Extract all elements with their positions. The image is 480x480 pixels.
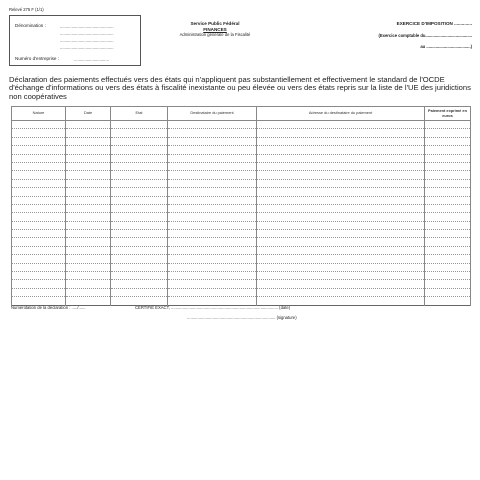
table-cell[interactable] xyxy=(257,171,425,179)
table-cell[interactable] xyxy=(111,137,168,145)
column-header-nature: Nature xyxy=(12,107,66,121)
table-row xyxy=(12,146,471,154)
table-cell[interactable] xyxy=(66,297,111,305)
table-cell[interactable] xyxy=(12,196,66,204)
table-cell[interactable] xyxy=(111,246,168,254)
table-cell[interactable] xyxy=(111,129,168,137)
table-row xyxy=(12,288,471,296)
table-cell[interactable] xyxy=(425,272,471,280)
denomination-line: .............................................. xyxy=(60,31,114,36)
denomination-line: .............................................. xyxy=(60,24,114,29)
table-cell[interactable] xyxy=(425,179,471,187)
table-cell[interactable] xyxy=(425,221,471,229)
table-cell[interactable] xyxy=(168,154,257,162)
table-cell[interactable] xyxy=(168,230,257,238)
table-cell[interactable] xyxy=(111,255,168,263)
table-cell[interactable] xyxy=(257,121,425,129)
declaration-numbering: Numérotation de la déclaration : ...../...... xyxy=(11,305,86,310)
column-header-recipient-address: Adresse du destinataire du paiement xyxy=(257,107,425,121)
table-cell[interactable] xyxy=(111,263,168,271)
agency-header xyxy=(160,21,270,37)
table-cell[interactable] xyxy=(12,297,66,305)
denomination-line: .............................................. xyxy=(60,45,114,50)
table-cell[interactable] xyxy=(168,246,257,254)
exercise-block xyxy=(340,21,472,55)
table-cell[interactable] xyxy=(66,162,111,170)
table-cell[interactable] xyxy=(111,121,168,129)
denomination-line: .............................................. xyxy=(60,38,114,43)
table-cell[interactable] xyxy=(111,162,168,170)
table-cell[interactable] xyxy=(425,204,471,212)
table-cell[interactable] xyxy=(257,179,425,187)
table-cell[interactable] xyxy=(425,121,471,129)
table-cell[interactable] xyxy=(257,297,425,305)
table-row xyxy=(12,196,471,204)
table-body xyxy=(12,121,471,306)
declaration-title: Déclaration des paiements effectués vers des états qui n'appliquent pas substantiellement et effectivement le standard de l'OCDE d'échange d'informations ou vers des états à fiscalité inexistante ou peu élevée ou vers des états repris sur la liste de l'UE des juridictions non coopératives xyxy=(9,75,471,101)
table-cell[interactable] xyxy=(12,280,66,288)
table-cell[interactable] xyxy=(425,263,471,271)
table-cell[interactable] xyxy=(257,213,425,221)
table-cell[interactable] xyxy=(66,179,111,187)
table-cell[interactable] xyxy=(425,137,471,145)
table-cell[interactable] xyxy=(168,146,257,154)
table-cell[interactable] xyxy=(111,146,168,154)
table-cell[interactable] xyxy=(425,280,471,288)
agency-administration: Administration générale de la Fiscalité xyxy=(179,32,251,38)
table-cell[interactable] xyxy=(66,263,111,271)
table-header-row xyxy=(12,107,471,121)
table-row xyxy=(12,255,471,263)
table-cell[interactable] xyxy=(12,246,66,254)
company-number-line: .............................. xyxy=(74,57,109,62)
table-cell[interactable] xyxy=(111,213,168,221)
table-cell[interactable] xyxy=(257,272,425,280)
table-row xyxy=(12,188,471,196)
company-number-label: Numéro d'entreprise : xyxy=(15,56,60,61)
table-cell[interactable] xyxy=(12,221,66,229)
table-cell[interactable] xyxy=(12,230,66,238)
table-cell[interactable] xyxy=(66,154,111,162)
table-row xyxy=(12,297,471,305)
table-cell[interactable] xyxy=(111,188,168,196)
table-cell[interactable] xyxy=(257,255,425,263)
company-info-box xyxy=(9,15,141,66)
table-row xyxy=(12,137,471,145)
table-cell[interactable] xyxy=(168,263,257,271)
table-cell[interactable] xyxy=(257,238,425,246)
table-cell[interactable] xyxy=(66,272,111,280)
table-cell[interactable] xyxy=(66,171,111,179)
table-cell[interactable] xyxy=(257,196,425,204)
table-cell[interactable] xyxy=(66,280,111,288)
table-cell[interactable] xyxy=(168,213,257,221)
table-cell[interactable] xyxy=(168,272,257,280)
table-cell[interactable] xyxy=(12,137,66,145)
table-cell[interactable] xyxy=(111,288,168,296)
table-cell[interactable] xyxy=(66,188,111,196)
table-cell[interactable] xyxy=(12,121,66,129)
agency-name: Service Public Fédéral xyxy=(190,21,240,26)
column-header-amount-eur: Paiement exprimé en euros xyxy=(425,107,471,121)
table-cell[interactable] xyxy=(425,230,471,238)
denomination-label: Dénomination : xyxy=(15,23,46,28)
table-cell[interactable] xyxy=(111,204,168,212)
table-row xyxy=(12,280,471,288)
table-cell[interactable] xyxy=(425,154,471,162)
table-cell[interactable] xyxy=(257,204,425,212)
table-cell[interactable] xyxy=(111,221,168,229)
table-cell[interactable] xyxy=(66,221,111,229)
signature-line: ............................................................................ (signature) xyxy=(187,315,297,320)
table-row xyxy=(12,246,471,254)
table-cell[interactable] xyxy=(66,246,111,254)
table-cell[interactable] xyxy=(168,255,257,263)
certified-date-line: CERTIFIÉ EXACT, ............................................................................................ (date) xyxy=(135,305,291,310)
table-cell[interactable] xyxy=(12,171,66,179)
table-cell[interactable] xyxy=(425,297,471,305)
table-row xyxy=(12,263,471,271)
table-cell[interactable] xyxy=(257,146,425,154)
table-cell[interactable] xyxy=(12,154,66,162)
table-cell[interactable] xyxy=(66,196,111,204)
table-cell[interactable] xyxy=(168,129,257,137)
table-cell[interactable] xyxy=(425,196,471,204)
table-cell[interactable] xyxy=(111,272,168,280)
table-cell[interactable] xyxy=(168,280,257,288)
table-cell[interactable] xyxy=(425,255,471,263)
table-cell[interactable] xyxy=(257,162,425,170)
table-cell[interactable] xyxy=(425,171,471,179)
table-cell[interactable] xyxy=(111,154,168,162)
table-cell[interactable] xyxy=(168,188,257,196)
table-row xyxy=(12,162,471,170)
table-cell[interactable] xyxy=(12,188,66,196)
payments-table xyxy=(11,106,471,306)
table-cell[interactable] xyxy=(12,272,66,280)
table-cell[interactable] xyxy=(257,154,425,162)
table-cell[interactable] xyxy=(12,213,66,221)
table-cell[interactable] xyxy=(257,288,425,296)
table-cell[interactable] xyxy=(12,129,66,137)
table-cell[interactable] xyxy=(111,179,168,187)
table-cell[interactable] xyxy=(257,263,425,271)
table-cell[interactable] xyxy=(425,288,471,296)
table-cell[interactable] xyxy=(425,213,471,221)
table-cell[interactable] xyxy=(66,137,111,145)
table-cell[interactable] xyxy=(425,188,471,196)
table-cell[interactable] xyxy=(425,146,471,154)
table-row xyxy=(12,171,471,179)
table-cell[interactable] xyxy=(257,230,425,238)
table-cell[interactable] xyxy=(425,238,471,246)
column-header-recipient: Destinataire du paiement xyxy=(168,107,257,121)
table-cell[interactable] xyxy=(111,280,168,288)
accounting-period-to: au ......................................) xyxy=(420,43,472,49)
agency-department: FINANCES xyxy=(203,26,227,32)
table-cell[interactable] xyxy=(257,129,425,137)
table-cell[interactable] xyxy=(257,280,425,288)
table-cell[interactable] xyxy=(257,246,425,254)
table-row xyxy=(12,230,471,238)
table-cell[interactable] xyxy=(12,288,66,296)
table-row xyxy=(12,272,471,280)
table-cell[interactable] xyxy=(168,179,257,187)
table-cell[interactable] xyxy=(425,246,471,254)
table-cell[interactable] xyxy=(168,137,257,145)
table-cell[interactable] xyxy=(111,171,168,179)
table-cell[interactable] xyxy=(257,137,425,145)
table-cell[interactable] xyxy=(12,162,66,170)
table-cell[interactable] xyxy=(168,238,257,246)
table-cell[interactable] xyxy=(66,121,111,129)
column-header-date: Date xyxy=(66,107,111,121)
table-row xyxy=(12,221,471,229)
table-cell[interactable] xyxy=(66,238,111,246)
table-row xyxy=(12,121,471,129)
table-cell[interactable] xyxy=(168,221,257,229)
table-cell[interactable] xyxy=(66,230,111,238)
table-cell[interactable] xyxy=(12,238,66,246)
table-cell[interactable] xyxy=(257,221,425,229)
tax-year-line: EXERCICE D'IMPOSITION .............. xyxy=(396,21,472,26)
table-cell[interactable] xyxy=(66,255,111,263)
table-cell[interactable] xyxy=(425,129,471,137)
form-reference: Relevé 275 F (1/1) xyxy=(9,7,44,12)
table-cell[interactable] xyxy=(257,188,425,196)
table-cell[interactable] xyxy=(66,146,111,154)
table-cell[interactable] xyxy=(168,171,257,179)
table-cell[interactable] xyxy=(66,204,111,212)
table-row xyxy=(12,238,471,246)
table-cell[interactable] xyxy=(168,204,257,212)
table-cell[interactable] xyxy=(168,288,257,296)
table-cell[interactable] xyxy=(111,238,168,246)
accounting-period-from: (Exercice comptable du........................................ xyxy=(378,32,472,38)
table-cell[interactable] xyxy=(168,297,257,305)
table-row xyxy=(12,179,471,187)
table-row xyxy=(12,154,471,162)
table-cell[interactable] xyxy=(12,146,66,154)
table-cell[interactable] xyxy=(168,121,257,129)
table-cell[interactable] xyxy=(111,297,168,305)
table-cell[interactable] xyxy=(66,129,111,137)
table-cell[interactable] xyxy=(66,288,111,296)
table-cell[interactable] xyxy=(12,204,66,212)
table-cell[interactable] xyxy=(168,162,257,170)
table-row xyxy=(12,129,471,137)
column-header-state: Etat xyxy=(111,107,168,121)
table-cell[interactable] xyxy=(12,263,66,271)
table-cell[interactable] xyxy=(111,196,168,204)
table-cell[interactable] xyxy=(425,162,471,170)
table-row xyxy=(12,204,471,212)
table-row xyxy=(12,213,471,221)
table-cell[interactable] xyxy=(12,179,66,187)
table-cell[interactable] xyxy=(66,213,111,221)
table-cell[interactable] xyxy=(12,255,66,263)
table-cell[interactable] xyxy=(111,230,168,238)
table-cell[interactable] xyxy=(168,196,257,204)
